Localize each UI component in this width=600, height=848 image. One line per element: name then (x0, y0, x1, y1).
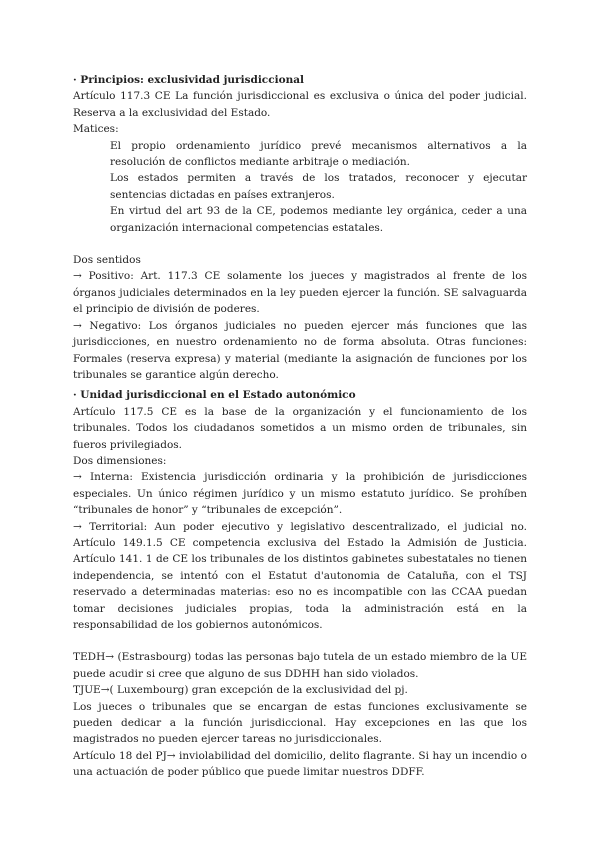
jueces-paragraph: Los jueces o tribunales que se encargan de estas funciones exclusivamente se pueden dedicar a la función jurisdiccional. Hay excepciones en las que los magistrados no pueden ejercer tareas no jurisdiccionales. (73, 700, 527, 746)
positivo-paragraph: → Positivo: Art. 117.3 CE solamente los jueces y magistrados al frente de los órganos judiciales determinados en la ley pueden ejercer la función. SE salvaguarda el principio de división de poderes. (73, 270, 527, 316)
dimensiones-label: Dos dimensiones: (73, 454, 167, 467)
tjue-paragraph: TJUE→( Luxembourg) gran excepción de la exclusividad del pj. (73, 684, 408, 697)
section-heading-exclusividad: · Principios: exclusividad jurisdiccional (73, 74, 305, 86)
territorial-paragraph: → Territorial: Aun poder ejecutivo y legislativo descentralizado, el judicial no. Artículo 149.1.5 CE competencia exclusiva del Estado la Admisión de Justicia. Artículo 141. 1 de CE los tribunales de los distintos gabinetes subestatales no tienen independencia, se intentó con el Estatut d'autonomia de Cataluña, con el TSJ reservado a determinadas materias: eso no es incompatible con las CCAA puedan tomar decisiones judiciales propias, toda la administración está en la responsabilidad de los gobiernos autonómicos. (73, 520, 527, 631)
negativo-paragraph: → Negativo: Los órganos judiciales no pueden ejercer más funciones que las jurisdicciones, en nuestro ordenamiento no de forma absoluta. Otras funciones: Formales (reserva expresa) y material (mediante la asignación de funciones por los tribunales se garantice algún derecho. (73, 319, 527, 381)
section-heading-unidad: · Unidad jurisdiccional en el Estado autonómico (73, 389, 356, 402)
tedh-paragraph: TEDH→ (Estrasbourg) todas las personas bajo tutela de un estado miembro de la UE puede acudir si cree que alguno de sus DDHH han sido violados. (73, 651, 527, 680)
articulo-18-paragraph: Artículo 18 del PJ→ inviolabilidad del domicilio, delito flagrante. Si hay un incendio o una actuación de poder público que puede limitar nuestros DDFF. (73, 749, 527, 779)
paragraph-articulo-117-5: Artículo 117.5 CE es la base de la organización y el funcionamiento de los tribunales. Todos los ciudadanos sometidos a un mismo orden de tribunales, sin fueros privilegiados. (73, 405, 527, 451)
paragraph-articulo-117-3: Artículo 117.3 CE La función jurisdiccional es exclusiva o única del poder judicial. Reserva a la exclusividad del Estado. (73, 90, 527, 119)
matices-label: Matices: (73, 123, 119, 136)
matiz-item: El propio ordenamiento jurídico prevé mecanismos alternativos a la resolución de conflictos mediante arbitraje o mediación. (110, 139, 527, 169)
matiz-item: En virtud del art 93 de la CE, podemos mediante ley orgánica, ceder a una organización internacional competencias estatales. (110, 205, 527, 234)
interna-paragraph: → Interna: Existencia jurisdicción ordinaria y la prohibición de jurisdicciones especiales. Un único régimen jurídico y un mismo estatuto jurídico. Se prohíben “tribunales de honor” y “tribunales de excepción”. (73, 471, 527, 517)
dos-sentidos-label: Dos sentidos (73, 254, 141, 267)
matiz-item: Los estados permiten a través de los tratados, reconocer y ejecutar sentencias dictadas en países extranjeros. (110, 172, 527, 201)
